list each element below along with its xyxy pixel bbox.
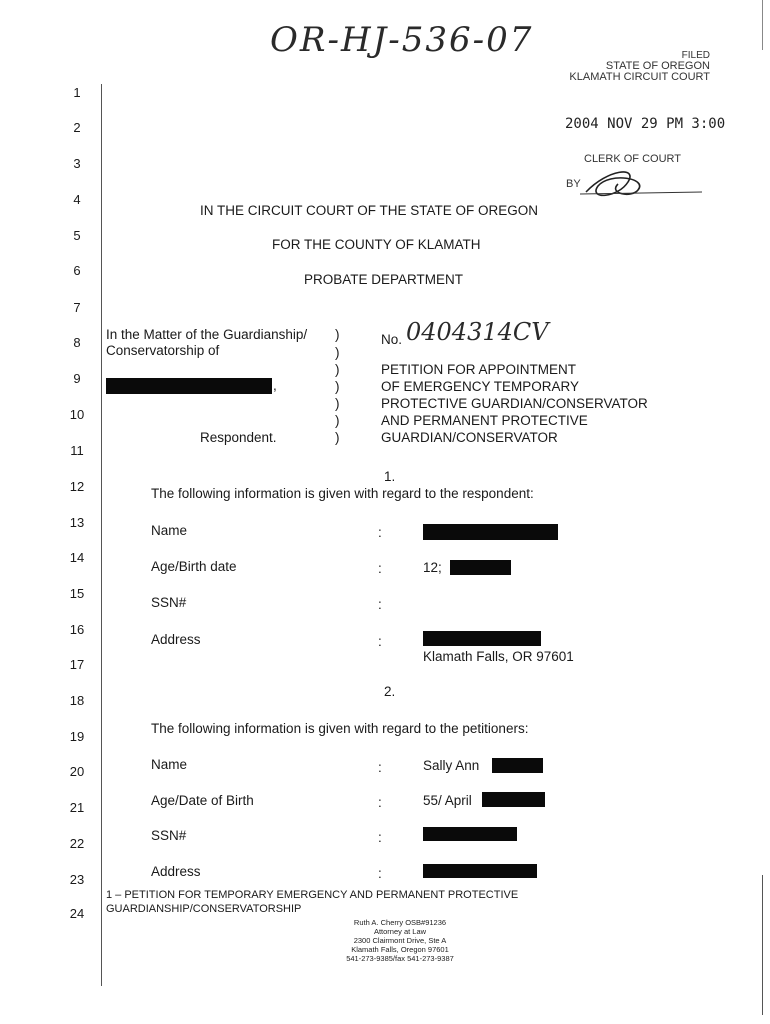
line-number: 3 — [73, 156, 81, 171]
attorney-line: 2300 Clairmont Drive, Ste A — [353, 936, 447, 945]
line-number: 21 — [69, 800, 85, 815]
caption-paren: ) — [335, 430, 340, 445]
line-number: 22 — [69, 836, 85, 851]
line-number: 13 — [69, 515, 85, 530]
attorney-line: Attorney at Law — [373, 927, 427, 936]
line-number: 19 — [69, 729, 85, 744]
case-number-value: 0404314CV — [406, 318, 549, 346]
matter-line-1: In the Matter of the Guardianship/ — [106, 327, 308, 342]
line-number: 10 — [69, 407, 85, 422]
attorney-line: 541-273-9385/fax 541-273-9387 — [346, 954, 454, 963]
line-number: 24 — [69, 906, 85, 921]
petition-title-line: GUARDIAN/CONSERVATOR — [381, 430, 558, 445]
petition-title — [381, 361, 648, 446]
petitioner-birth-label: Age/Date of Birth — [151, 793, 254, 808]
handwritten-file-number: OR-HJ-536-07 — [270, 20, 534, 60]
right-edge-mark — [762, 0, 763, 50]
field-colon: : — [378, 597, 382, 612]
attorney-line: Ruth A. Cherry OSB#91236 — [353, 918, 447, 927]
redacted-petitioner-birth — [482, 792, 545, 807]
section-2-number: 2. — [384, 684, 396, 699]
petitioner-birth-value: 55/ April — [423, 793, 472, 808]
caption-paren: ) — [335, 362, 340, 377]
caption-paren: ) — [335, 396, 340, 411]
section-1-number: 1. — [384, 469, 396, 484]
line-number: 15 — [69, 586, 85, 601]
line-number: 5 — [73, 228, 81, 243]
caption-paren: ) — [335, 413, 340, 428]
petitioner-name-value: Sally Ann — [423, 758, 480, 773]
petitioner-ssn-label: SSN# — [151, 828, 187, 843]
line-number: 4 — [73, 192, 81, 207]
line-number: 1 — [73, 85, 81, 100]
field-colon: : — [378, 634, 382, 649]
footer-title-line-2: GUARDIANSHIP/CONSERVATORSHIP — [106, 903, 302, 915]
redacted-birth-date — [450, 560, 511, 575]
line-number: 9 — [73, 371, 81, 386]
field-colon: : — [378, 866, 382, 881]
court-heading: IN THE CIRCUIT COURT OF THE STATE OF OREGON — [200, 203, 539, 218]
stamp-filed: FILED — [681, 50, 710, 61]
caption-paren: ) — [335, 379, 340, 394]
respondent-birth-label: Age/Birth date — [151, 559, 237, 574]
attorney-block — [280, 918, 520, 963]
stamp-by: BY — [566, 178, 581, 190]
caption-paren: ) — [335, 327, 340, 342]
line-number: 6 — [73, 263, 81, 278]
redacted-petitioner-address — [423, 864, 537, 878]
attorney-line: Klamath Falls, Oregon 97601 — [351, 945, 449, 954]
respondent-comma: , — [273, 378, 277, 393]
respondent-birth-value: 12; — [423, 560, 442, 575]
line-number: 11 — [70, 443, 84, 458]
respondent-label: Respondent. — [200, 430, 277, 445]
petition-title-line: PETITION FOR APPOINTMENT — [381, 362, 577, 377]
petition-title-line: AND PERMANENT PROTECTIVE — [381, 413, 588, 428]
stamp-court: KLAMATH CIRCUIT COURT — [569, 71, 710, 83]
line-number: 8 — [73, 335, 81, 350]
respondent-address-label: Address — [151, 632, 201, 647]
line-number: 17 — [69, 657, 85, 672]
respondent-name-label: Name — [151, 523, 188, 538]
right-edge-mark — [762, 875, 763, 1015]
line-number: 16 — [69, 622, 85, 637]
line-number: 7 — [73, 300, 81, 315]
clerk-signature — [578, 164, 708, 204]
matter-line-2: Conservatorship of — [106, 343, 220, 358]
footer-title-line-1: 1 – PETITION FOR TEMPORARY EMERGENCY AND PERMANENT PROTECTIVE — [106, 889, 519, 901]
department-heading: PROBATE DEPARTMENT — [304, 272, 464, 287]
filing-stamp — [540, 50, 710, 83]
redacted-street-address — [423, 631, 541, 646]
left-margin-rule — [101, 84, 102, 986]
stamp-clerk: CLERK OF COURT — [584, 153, 681, 165]
line-number: 23 — [69, 872, 85, 887]
line-number: 12 — [69, 479, 85, 494]
redacted-respondent-name — [106, 378, 272, 394]
petitioner-name-label: Name — [151, 757, 188, 772]
redacted-petitioner-surname — [492, 758, 543, 773]
field-colon: : — [378, 830, 382, 845]
field-colon: : — [378, 760, 382, 775]
field-colon: : — [378, 561, 382, 576]
respondent-ssn-label: SSN# — [151, 595, 187, 610]
redacted-petitioner-ssn — [423, 827, 517, 841]
caption-paren: ) — [335, 345, 340, 360]
line-number: 2 — [73, 120, 81, 135]
respondent-address-city: Klamath Falls, OR 97601 — [423, 649, 574, 664]
line-number: 14 — [69, 550, 85, 565]
line-number: 18 — [69, 693, 85, 708]
field-colon: : — [378, 795, 382, 810]
line-number: 20 — [69, 764, 85, 779]
field-colon: : — [378, 525, 382, 540]
section-2-intro: The following information is given with regard to the petitioners: — [151, 721, 529, 736]
petition-title-line: PROTECTIVE GUARDIAN/CONSERVATOR — [381, 396, 648, 411]
county-heading: FOR THE COUNTY OF KLAMATH — [272, 237, 481, 252]
petitioner-address-label: Address — [151, 864, 201, 879]
petition-title-line: OF EMERGENCY TEMPORARY — [381, 379, 580, 394]
redacted-respondent-name-value — [423, 524, 558, 540]
stamp-date: 2004 NOV 29 PM 3:00 — [565, 116, 726, 132]
stamp-state: STATE OF OREGON — [605, 60, 710, 72]
case-number-label: No. — [381, 332, 403, 347]
section-1-intro: The following information is given with regard to the respondent: — [151, 486, 534, 501]
